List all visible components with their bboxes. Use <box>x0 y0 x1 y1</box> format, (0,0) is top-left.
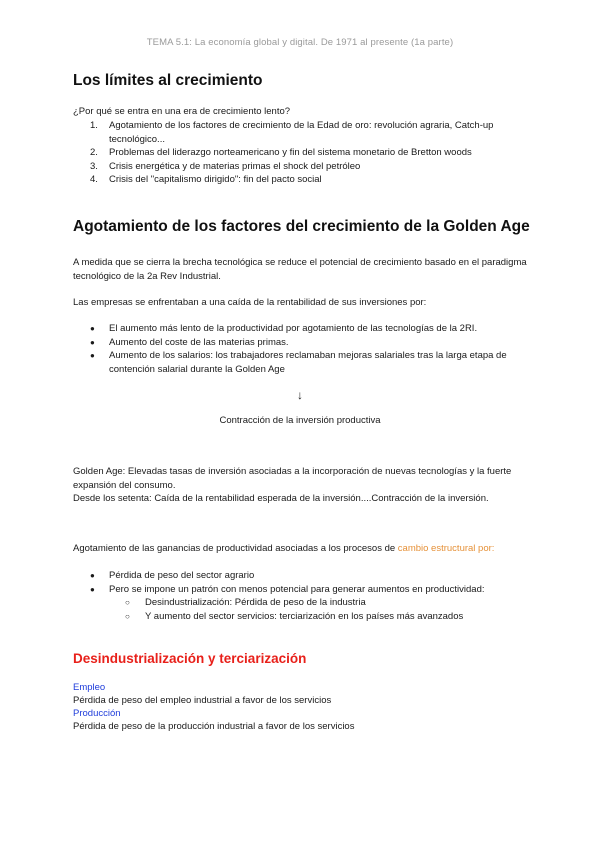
section-title-limites: Los límites al crecimiento <box>73 72 263 89</box>
list-item: ● Pero se impone un patrón con menos potencial para generar aumentos en productividad: ○ Desindustrialización: Pérdida de peso de la industria ○ Y aumento del sector servicios: terciarización en los países más avanzados <box>73 583 533 624</box>
section-title-desindustrializacion: Desindustrialización y terciarización <box>73 651 307 666</box>
sub-list-item: ○ Desindustrialización: Pérdida de peso de la industria <box>125 597 366 608</box>
highlight-cambio-estructural: cambio estructural por: <box>397 543 495 554</box>
paragraph-setenta: Desde los setenta: Caída de la rentabilidad esperada de la inversión....Contracción de la inversión. <box>73 493 489 504</box>
circle-bullet-icon: ○ <box>125 598 130 607</box>
list-item: ● Aumento del coste de las materias primas. <box>90 336 289 348</box>
result-text: Contracción de la inversión productiva <box>219 415 381 426</box>
bullet-icon: ● <box>90 571 95 580</box>
section-title-agotamiento: Agotamiento de los factores del crecimiento de la Golden Age <box>73 218 530 235</box>
list-item: 4. Crisis del "capitalismo dirigido": fin del pacto social <box>90 174 322 185</box>
structural-bullets <box>73 569 533 623</box>
sub-list-item: ○ Y aumento del sector servicios: terciarización en los países más avanzados <box>125 610 464 622</box>
circle-bullet-icon: ○ <box>125 611 130 621</box>
question-text: ¿Por qué se entra en una era de crecimiento lento? <box>73 106 291 117</box>
list-item: ● El aumento más lento de la productividad por agotamiento de las tecnologías de la 2RI. <box>90 323 478 334</box>
label-produccion: Producción <box>73 708 121 719</box>
bullet-icon: ● <box>90 337 95 347</box>
list-item: ● Aumento de los salarios: los trabajadores reclamaban mejoras salariales tras la larga etapa de contención salarial durante la Golden Age <box>90 350 507 375</box>
sub-bullets <box>109 596 533 623</box>
text-empleo: Pérdida de peso del empleo industrial a favor de los servicios <box>73 695 332 706</box>
bullet-icon: ● <box>90 351 95 360</box>
list-item: ● Pérdida de peso del sector agrario <box>90 570 255 581</box>
causes-bullets <box>73 322 533 376</box>
page-header: TEMA 5.1: La economía global y digital. De 1971 al presente (1a parte) <box>146 37 454 48</box>
causes-list <box>73 119 528 187</box>
paragraph-agotamiento-ganancias: Agotamiento de las ganancias de productividad asociadas a los procesos de cambio estructural por: <box>73 543 495 554</box>
text-produccion: Pérdida de peso de la producción industrial a favor de los servicios <box>73 721 355 732</box>
down-arrow-icon: ↓ <box>297 388 303 402</box>
paragraph-golden-age: Golden Age: Elevadas tasas de inversión asociadas a la incorporación de nuevas tecnologías y la fuerte expansión del consumo. <box>73 466 512 491</box>
bullet-icon: ● <box>90 324 95 333</box>
paragraph-empresas: Las empresas se enfrentaban a una caída de la rentabilidad de sus inversiones por: <box>73 297 427 308</box>
label-empleo: Empleo <box>73 682 106 693</box>
bullet-icon: ● <box>90 584 95 594</box>
list-item: 3. Crisis energética y de materias primas el shock del petróleo <box>90 160 361 172</box>
list-item: 2. Problemas del liderazgo norteamericano y fin del sistema monetario de Bretton woods <box>90 147 472 158</box>
paragraph-brecha: A medida que se cierra la brecha tecnológica se reduce el potencial de crecimiento basado en el paradigma tecnológico de la 2a Rev Industrial. <box>73 257 527 282</box>
list-item: 1. Agotamiento de los factores de crecimiento de la Edad de oro: revolución agraria, Catch-up tecnológico... <box>90 120 494 145</box>
